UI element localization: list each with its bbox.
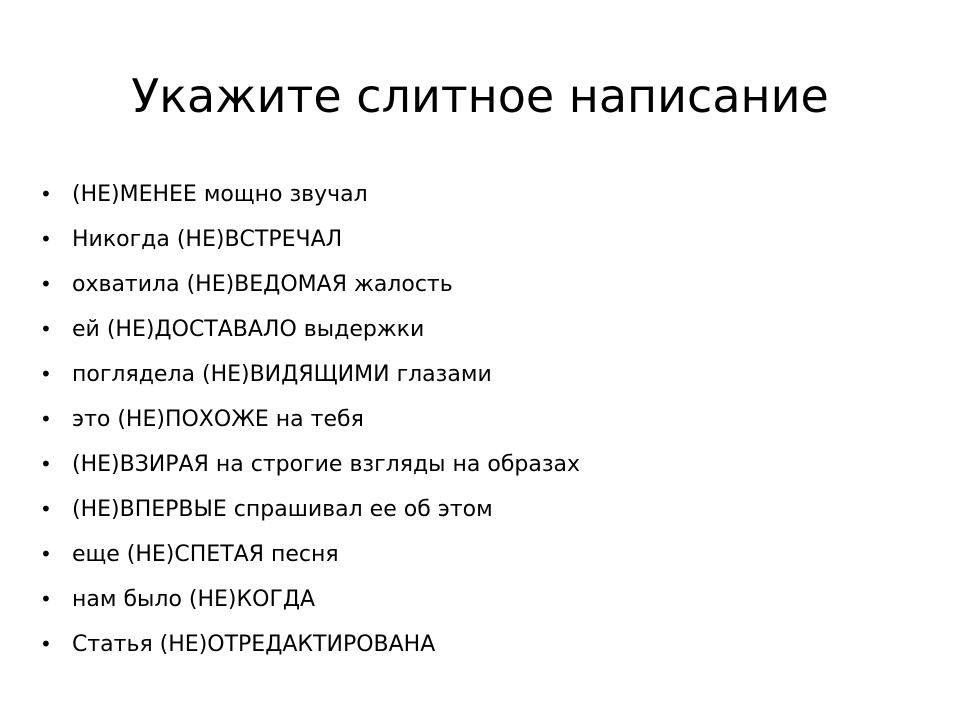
- list-item-text: (НЕ)ВПЕРВЫЕ спрашивал ее об этом: [72, 497, 493, 522]
- bullet-icon: •: [40, 227, 52, 251]
- list-item: [40, 262, 580, 307]
- list-item: [40, 217, 580, 262]
- list-item-text: ей (НЕ)ДОСТАВАЛО выдержки: [72, 317, 425, 342]
- list-item: [40, 577, 580, 622]
- bullet-icon: •: [40, 317, 52, 341]
- list-item: [40, 532, 580, 577]
- bullet-icon: •: [40, 452, 52, 476]
- list-item: [40, 442, 580, 487]
- list-item-text: еще (НЕ)СПЕТАЯ песня: [72, 542, 339, 567]
- bullet-icon: •: [40, 587, 52, 611]
- bullet-icon: •: [40, 272, 52, 296]
- list-item-text: поглядела (НЕ)ВИДЯЩИМИ глазами: [72, 362, 492, 387]
- list-item-text: Статья (НЕ)ОТРЕДАКТИРОВАНА: [72, 632, 436, 657]
- list-item: [40, 487, 580, 532]
- bullet-icon: •: [40, 407, 52, 431]
- list-item-text: охватила (НЕ)ВЕДОМАЯ жалость: [72, 272, 453, 297]
- list-item: [40, 397, 580, 442]
- list-item-text: Никогда (НЕ)ВСТРЕЧАЛ: [72, 227, 343, 252]
- list-item-text: нам было (НЕ)КОГДА: [72, 587, 316, 612]
- list-item: [40, 352, 580, 397]
- list-item: [40, 307, 580, 352]
- bullet-icon: •: [40, 632, 52, 656]
- list-item-text: (НЕ)МЕНЕЕ мощно звучал: [72, 182, 368, 207]
- bullet-icon: •: [40, 497, 52, 521]
- bullet-list: [40, 172, 580, 667]
- list-item-text: это (НЕ)ПОХОЖЕ на тебя: [72, 407, 364, 432]
- bullet-icon: •: [40, 542, 52, 566]
- list-item: [40, 172, 580, 217]
- list-item-text: (НЕ)ВЗИРАЯ на строгие взгляды на образах: [72, 452, 581, 477]
- slide-title: Укажите слитное написание: [131, 69, 829, 123]
- bullet-icon: •: [40, 182, 52, 206]
- bullet-icon: •: [40, 362, 52, 386]
- list-item: [40, 622, 580, 667]
